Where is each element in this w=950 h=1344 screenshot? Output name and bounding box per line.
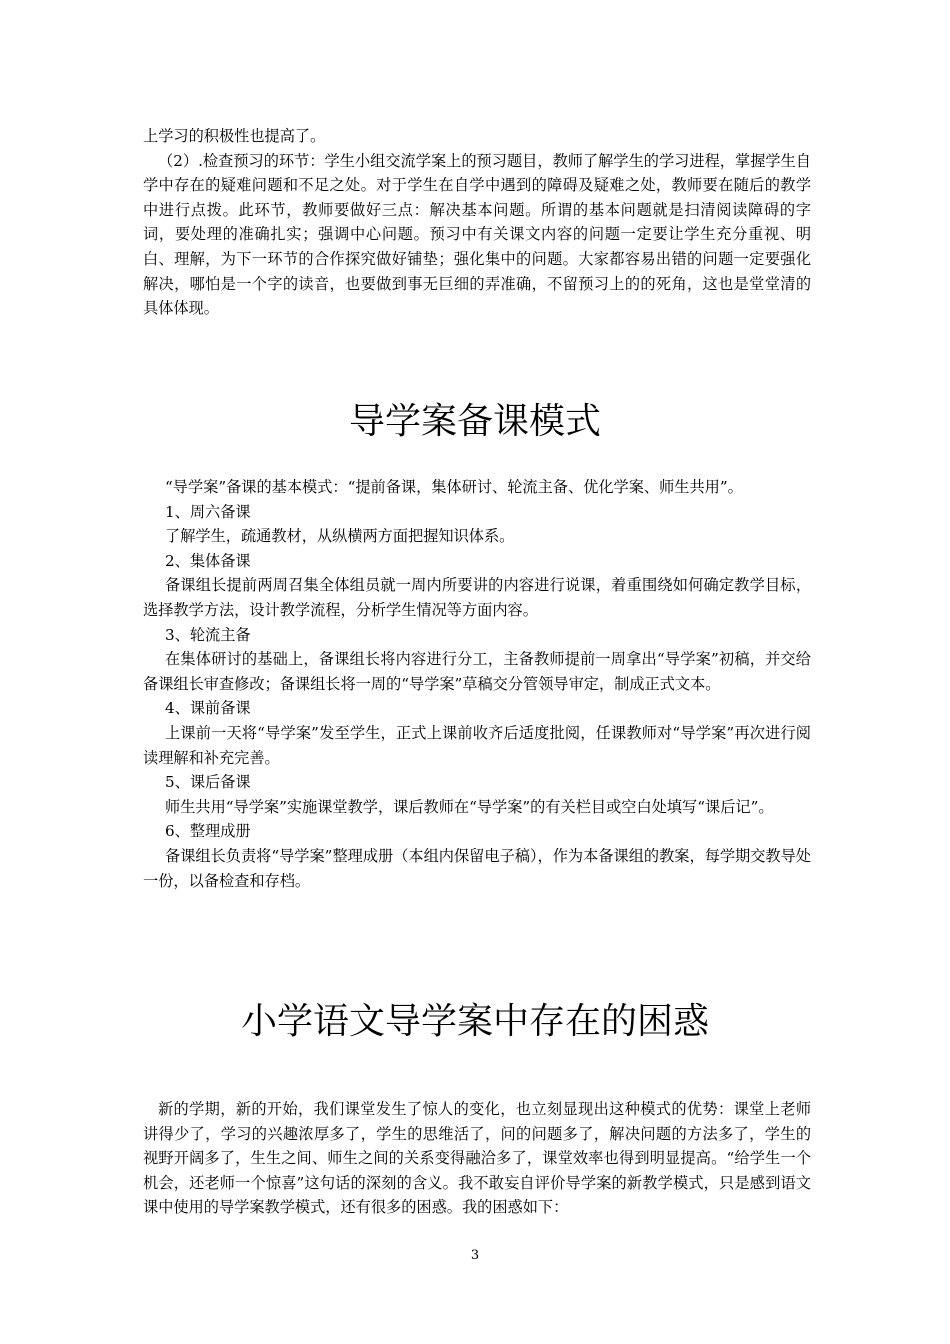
item-heading: 3、轮流主备	[165, 625, 251, 644]
item-body: 备课组长负责将“导学案”整理成册（本组内保留电子稿），作为本备课组的教案，每学期交教导处一份，以备检查和存档。	[143, 846, 811, 890]
intro-paragraph: “导学案”备课的基本模式：“提前备课，集体研讨、轮流主备、优化学案、师生共用”。	[165, 478, 743, 496]
section-2	[143, 475, 811, 893]
item-heading: 4、课前备课	[165, 699, 251, 718]
section-3	[143, 1097, 811, 1220]
paragraph: 上学习的积极性也提高了。	[143, 127, 326, 145]
section-1	[143, 124, 811, 321]
section-title: 小学语文导学案中存在的困惑	[240, 1001, 709, 1042]
item-heading: 2、集体备课	[165, 551, 251, 570]
item-heading: 6、整理成册	[165, 822, 251, 841]
paragraph: （2）.检查预习的环节：学生小组交流学案上的预习题目，教师了解学生的学习进程，掌握学生自学中存在的疑难问题和不足之处。对于学生在自学中遇到的障碍及疑难之处，教师要在随后的教学中进行点拨。此环节，教师要做好三点：解决基本问题。所谓的基本问题就是扫清阅读障碍的字词，要处理的准确扎实；强调中心问题。预习中有关课文内容的问题一定要让学生充分重视、明白、理解，为下一环节的合作探究做好铺垫；强化集中的问题。大家都容易出错的问题一定要强化解决，哪怕是一个字的读音，也要做到事无巨细的弄准确，不留预习上的的死角，这也是堂堂清的具体体现。	[143, 151, 811, 318]
page-number: 3	[470, 1248, 480, 1263]
section-title: 导学案备课模式	[348, 401, 601, 442]
item-body: 师生共用“导学案”实施课堂教学，课后教师在“导学案”的有关栏目或空白处填写“课后记”。	[165, 797, 774, 816]
item-body: 备课组长提前两周召集全体组员就一周内所要讲的内容进行说课，着重围绕如何确定教学目标，选择教学方法，设计教学流程，分析学生情况等方面内容。	[143, 576, 811, 619]
item-body: 上课前一天将“导学案”发至学生，正式上课前收齐后适度批阅，任课教师对“导学案”再次进行阅读理解和补充完善。	[143, 723, 811, 767]
paragraph: 新的学期，新的开始，我们课堂发生了惊人的变化，也立刻显现出这种模式的优势：课堂上老师讲得少了，学习的兴趣浓厚多了，学生的思维活了，问的问题多了，解决问题的方法多了，学生的视野开阔多了，生生之间、师生之间的关系变得融洽多了，课堂效率也得到明显提高。“给学生一个机会，还老师一个惊喜”这句话的深刻的含义。我不敢妄自评价导学案的新教学模式，只是感到语文课中使用的导学案教学模式，还有很多的困惑。我的困惑如下：	[143, 1100, 811, 1217]
item-heading: 5、课后备课	[165, 773, 251, 792]
item-heading: 1、周六备课	[165, 502, 251, 521]
item-body: 在集体研讨的基础上，备课组长将内容进行分工，主备教师提前一周拿出“导学案”初稿，并交给备课组长审查修改；备课组长将一周的“导学案”草稿交分管领导审定，制成正式文本。	[143, 650, 811, 693]
item-body: 了解学生，疏通教材，从纵横两方面把握知识体系。	[165, 527, 515, 546]
